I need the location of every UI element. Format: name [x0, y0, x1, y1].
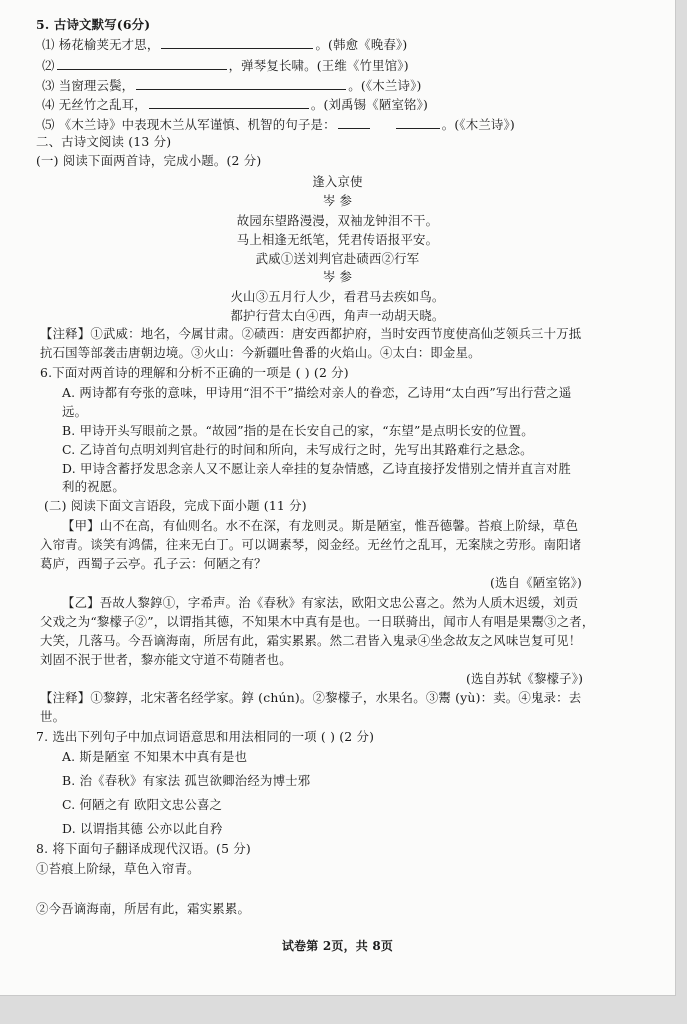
q5-line-5: ⑸ 《木兰诗》中表现木兰从军谨慎、机智的句子是： 。(《木兰诗》)	[42, 117, 515, 132]
poem-a-line-1: 故园东望路漫漫，双袖龙钟泪不干。	[236, 213, 439, 228]
passage-b-line-3: 大笑，几落马。今吾谪海南，所居有此，霜实累累。然二君皆入鬼录④坐念故友之风味岂复可见！	[40, 633, 582, 648]
note-2-line-1: 【注释】①黎錞，北宋著名经学家。錞 (chún)。②黎檬子，水果名。③鬻 (yù)：卖。④鬼录：去	[40, 690, 582, 705]
passage-a-line-1: 【甲】山不在高，有仙则名。水不在深，有龙则灵。斯是陋室，惟吾德馨。苔痕上阶绿，草色	[62, 518, 579, 533]
q8-sentence-2: ②今吾谪海南，所居有此，霜实累累。	[36, 901, 251, 916]
section-2-title: 二、古诗文阅读 (13 分)	[36, 134, 172, 149]
q6-option-b: B. 甲诗开头写眼前之景。“故园”指的是在长安自己的家，“东望”是点明长安的位置。	[62, 423, 534, 438]
passage-b-line-1: 【乙】吾故人黎錞①，字希声。治《春秋》有家法，欧阳文忠公喜之。然为人质木迟缓，刘贡	[62, 595, 579, 610]
note-1-line-1: 【注释】①武威：地名，今属甘肃。②碛西：唐安西都护府，当时安西节度使高仙芝领兵三十万抵	[40, 326, 582, 341]
section-2-sub2: (二) 阅读下面文言语段，完成下面小题 (11 分)	[44, 498, 307, 513]
q6-option-a-cont: 远。	[62, 404, 88, 419]
q5-line-2: ⑵ ，弹琴复长啸。(王维《竹里馆》)	[42, 58, 409, 73]
q6-option-d: D. 甲诗含蓄抒发思念亲人又不愿让亲人牵挂的复杂情感，乙诗直接抒发惜别之情并直言对胜	[62, 461, 572, 476]
q7-stem: 7. 选出下列句子中加点词语意思和用法相同的一项 ( ) (2 分)	[36, 729, 375, 744]
section-2-sub1: (一) 阅读下面两首诗，完成小题。(2 分)	[36, 153, 262, 168]
q7-option-a: A. 斯是陋室 不知果木中真有是也	[62, 749, 248, 764]
q7-option-b: B. 治《春秋》有家法 孤岂欲卿治经为博士邪	[62, 773, 311, 788]
passage-a-line-3: 葛庐，西蜀子云亭。孔子云：何陋之有？	[40, 556, 267, 571]
poem-b-author: 岑 参	[322, 269, 353, 284]
q6-stem: 6.下面对两首诗的理解和分析不正确的一项是 ( ) (2 分)	[40, 365, 349, 380]
q5-title: 5. 古诗文默写(6分)	[36, 17, 151, 32]
q7-option-c: C. 何陋之有 欧阳文忠公喜之	[62, 797, 223, 812]
note-2-line-2: 世。	[40, 709, 66, 724]
q6-option-a: A. 两诗都有夸张的意味，甲诗用“泪不干”描绘对亲人的眷恋，乙诗用“太白西”写出行营之遥	[62, 385, 572, 400]
q5-line-3: ⑶ 当窗理云鬓， 。(《木兰诗》)	[42, 78, 422, 93]
poem-b-line-1: 火山③五月行人少，看君马去疾如鸟。	[230, 289, 445, 304]
poem-b-title: 武威①送刘判官赴碛西②行军	[255, 251, 420, 266]
note-1-line-2: 抗石国等部袭击唐朝边境。③火山：今新疆吐鲁番的火焰山。④太白：即金星。	[40, 345, 481, 360]
q5-line-1: ⑴ 杨花榆荚无才思， 。(韩愈《晚春》)	[42, 37, 408, 52]
q8-sentence-1: ①苔痕上阶绿，草色入帘青。	[36, 861, 200, 876]
q5-line-4: ⑷ 无丝竹之乱耳， 。(刘禹锡《陋室铭》)	[42, 97, 429, 112]
poem-b-line-2: 都护行营太白④西，角声一动胡天晓。	[230, 308, 445, 323]
poem-a-author: 岑 参	[322, 193, 353, 208]
passage-b-line-4: 刘固不泯于世者，黎亦能文守道不苟随者也。	[40, 652, 292, 667]
page-footer: 试卷第 2页，共 8页	[281, 939, 394, 953]
poem-a-line-2: 马上相逢无纸笔，凭君传语报平安。	[236, 232, 439, 247]
passage-b-source: (选自苏轼《黎檬子》)	[466, 671, 584, 686]
q6-option-d-cont: 利的祝愿。	[62, 479, 125, 494]
q8-stem: 8. 将下面句子翻译成现代汉语。(5 分)	[36, 841, 251, 856]
q7-option-d: D. 以谓指其德 公亦以此自矜	[62, 821, 223, 836]
passage-a-source: (选自《陋室铭》)	[490, 575, 583, 590]
poem-a-title: 逢入京使	[312, 174, 363, 189]
passage-a-line-2: 入帘青。谈笑有鸿儒，往来无白丁。可以调素琴，阅金经。无丝竹之乱耳，无案牍之劳形。南阳诸	[40, 537, 582, 552]
q6-option-c: C. 乙诗首句点明刘判官赴行的时间和所向，未写成行之时，先写出其路难行之悬念。	[62, 442, 533, 457]
passage-b-line-2: 父戏之为“黎檬子②”，以谓指其德，不知果木中真有是也。一日联骑出，闻市人有唱是果鬻③之者，	[40, 614, 595, 629]
